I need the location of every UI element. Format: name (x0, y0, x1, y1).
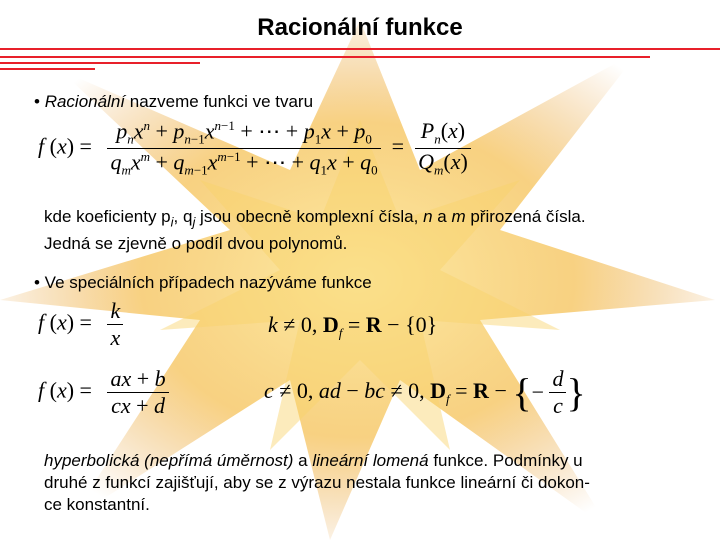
bullet-special-cases: • Ve speciálních případech nazýváme funkce (34, 273, 372, 292)
slide-title: Racionální funkce (257, 14, 463, 41)
formula-linear-fractional: f (x) = $\frac{ax + b}{cx + d}$ (38, 366, 169, 419)
accent-line-3 (0, 68, 95, 70)
condition-linear-fractional: c ≠ 0, ad − bc ≠ 0, $D_f = R$ − {− $\frac{d}{c}$ } (264, 366, 586, 418)
function-names-paragraph: hyperbolická (nepřímá úměrnost) a lineární lomená funkce. Podmínky u druhé z funkcí zajišťují, aby se z výrazu nestala funkce lineární či dokon- ce konstantní. (44, 451, 590, 514)
coefficients-paragraph: kde koeficienty $p_i$, $q_j$ jsou obecně komplexní čísla, n a m přirozená čísla. Jedná se zjevně o podíl dvou polynomů. (44, 207, 586, 254)
condition-hyperbolic: k ≠ 0, $D_f = R - \{0\}$ (268, 312, 438, 341)
accent-line-1 (0, 56, 650, 58)
title-underline (0, 48, 720, 50)
formula-rational-function: f (x) = $\frac{p_nx^n + p_{n-1}x^{n-1} + \cdots + p_1x + p_0}{q_mx^m + q_{m-1}x^{m-1} + \cdots + q_1x + q_0}$ = $\frac{P_n(x)}{Q_m(x)}$ (38, 118, 471, 178)
bullet-rational-definition: • Racionální nazveme funkci ve tvaru (34, 92, 314, 111)
accent-line-2 (0, 62, 200, 64)
term-rational: Racionální (44, 92, 126, 111)
formula-hyperbolic: f (x) = $\frac{k}{x}$ (38, 298, 123, 351)
